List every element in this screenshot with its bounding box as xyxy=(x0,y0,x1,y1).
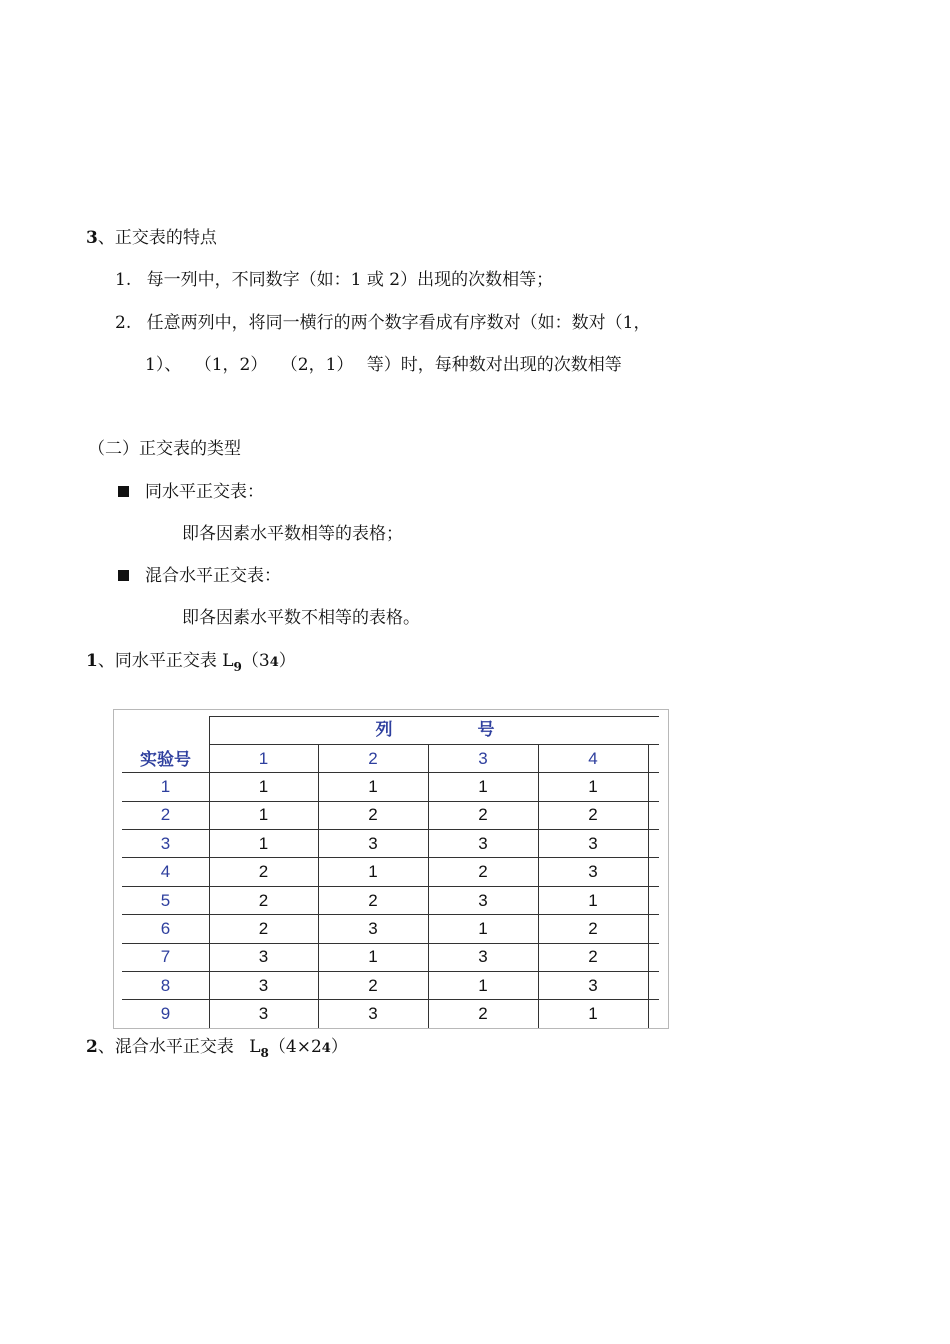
table-cell: 2 xyxy=(588,805,598,824)
table-cell: 3 xyxy=(368,919,378,938)
section-2-exponent: 4 xyxy=(321,1041,331,1056)
table-cell: 2 xyxy=(258,919,269,938)
table-top-rule xyxy=(209,716,659,717)
column-header: 4 xyxy=(588,749,598,768)
table-cell: 1 xyxy=(258,805,269,824)
section-1-close: ） xyxy=(278,651,296,671)
table-cell: 3 xyxy=(588,834,598,853)
table-row-id: 8 xyxy=(160,976,171,995)
table-cell: 2 xyxy=(368,805,378,824)
table-cell: 2 xyxy=(588,947,598,966)
table-cell: 1 xyxy=(588,1004,598,1023)
table-cell: 3 xyxy=(258,1004,269,1023)
table-cell: 1 xyxy=(588,777,598,796)
section-1-heading xyxy=(86,650,296,678)
list-item-text: 任意两列中，将同一横行的两个数字看成有序数对（如：数对（1， xyxy=(146,313,651,333)
table-cell: 2 xyxy=(258,891,269,910)
table-row-id: 6 xyxy=(160,919,171,938)
list-item xyxy=(115,269,553,291)
table-cell: 3 xyxy=(478,891,488,910)
bullet-label: 同水平正交表： xyxy=(145,482,264,502)
section-1-subscript: 9 xyxy=(233,660,242,674)
table-row-id: 5 xyxy=(160,891,171,910)
table-cell: 2 xyxy=(258,862,269,881)
section-2-close: ） xyxy=(330,1037,348,1057)
table-cell: 3 xyxy=(478,834,488,853)
table-cell: 2 xyxy=(478,862,488,881)
table-row-id: 1 xyxy=(160,777,171,796)
section-3-title: 、正交表的特点 xyxy=(97,228,217,248)
table-cell: 3 xyxy=(258,947,269,966)
column-header: 3 xyxy=(478,749,488,768)
bullet-description: 即各因素水平数相等的表格； xyxy=(182,524,403,544)
table-col-rule xyxy=(648,744,649,1028)
table-cell: 3 xyxy=(478,947,488,966)
bullet-item xyxy=(118,565,281,587)
column-group-label: 号 xyxy=(477,720,495,740)
list-item xyxy=(115,312,650,334)
bullet-label: 混合水平正交表： xyxy=(145,566,281,586)
table-row-id: 7 xyxy=(160,947,171,966)
section-2-heading xyxy=(86,1036,348,1064)
types-heading: （二）正交表的类型 xyxy=(88,439,241,459)
table-cell: 1 xyxy=(478,919,488,938)
list-item-marker: 1. xyxy=(115,270,132,290)
table-cell: 3 xyxy=(368,834,378,853)
column-group-label: 列 xyxy=(375,720,393,740)
section-1-number: 1 xyxy=(86,651,98,671)
table-cell: 1 xyxy=(478,777,488,796)
table-cell: 1 xyxy=(368,947,378,966)
table-cell: 2 xyxy=(368,891,378,910)
corner-label: 实验号 xyxy=(140,750,191,770)
table-cell: 1 xyxy=(368,777,378,796)
table-cell: 1 xyxy=(478,976,488,995)
table-row-id: 3 xyxy=(160,834,171,853)
section-3-number: 3 xyxy=(86,228,98,248)
square-bullet-icon xyxy=(118,570,129,581)
section-1-title-post: （3 xyxy=(241,651,270,671)
table-row-id: 2 xyxy=(160,805,171,824)
table-row-id: 9 xyxy=(160,1004,171,1023)
column-header: 1 xyxy=(258,749,269,768)
table-cell: 1 xyxy=(258,777,269,796)
bullet-item xyxy=(118,481,264,503)
section-1-title: 、同水平正交表 L xyxy=(97,651,234,671)
table-cell: 2 xyxy=(588,919,598,938)
table-cell: 1 xyxy=(368,862,378,881)
table-cell: 3 xyxy=(588,862,598,881)
bullet-description: 即各因素水平数不相等的表格。 xyxy=(182,608,420,628)
section-2-title: 、混合水平正交表 L xyxy=(97,1037,261,1057)
list-item-text: 每一列中，不同数字（如：1 或 2）出现的次数相等； xyxy=(146,270,554,290)
list-item-marker: 2. xyxy=(115,313,132,333)
table-cell: 2 xyxy=(478,805,488,824)
section-3-heading xyxy=(86,227,217,249)
table-cell: 3 xyxy=(588,976,598,995)
table-row-id: 4 xyxy=(160,862,171,881)
section-2-subscript: 8 xyxy=(260,1046,269,1060)
table-cell: 1 xyxy=(258,834,269,853)
table-cell: 2 xyxy=(368,976,378,995)
section-2-title-post: （4×2 xyxy=(268,1037,322,1057)
table-cell: 3 xyxy=(258,976,269,995)
table-cell: 3 xyxy=(368,1004,378,1023)
table-cell: 1 xyxy=(588,891,598,910)
column-header: 2 xyxy=(368,749,378,768)
orthogonal-table-l9 xyxy=(113,709,669,1029)
table-cell: 2 xyxy=(478,1004,488,1023)
section-1-exponent: 4 xyxy=(269,655,279,670)
section-2-number: 2 xyxy=(86,1037,98,1057)
square-bullet-icon xyxy=(118,486,129,497)
list-item-continuation: 1）、 （1，2） （2，1） 等）时，每种数对出现的次数相等 xyxy=(145,355,622,375)
